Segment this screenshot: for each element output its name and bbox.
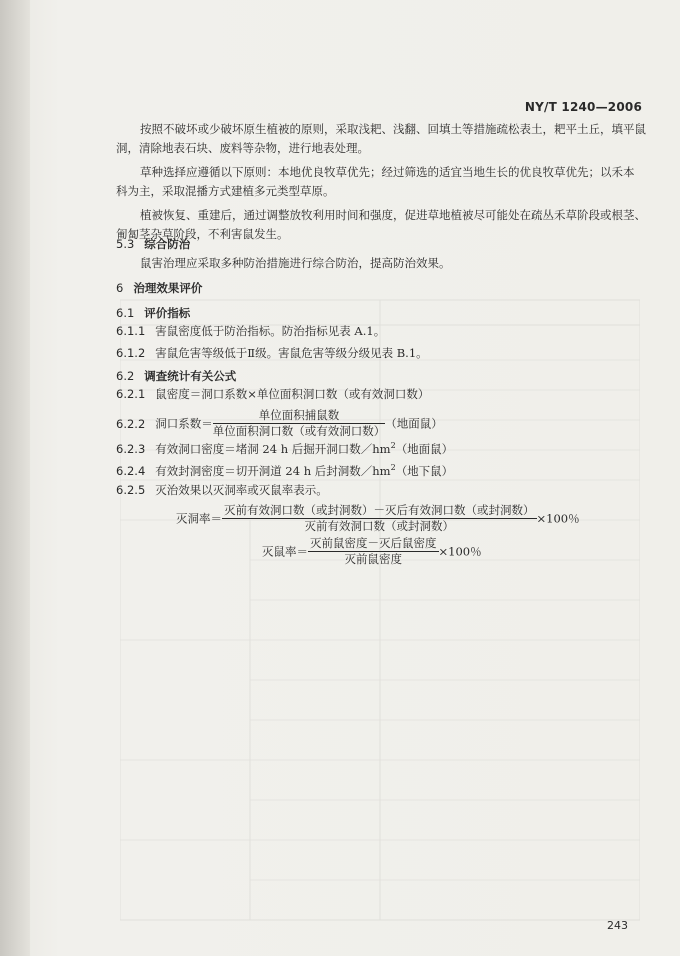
section-6-number: 6 bbox=[116, 281, 124, 295]
item-6-2-1-number: 6.2.1 bbox=[116, 387, 146, 401]
section-6-2-number: 6.2 bbox=[116, 369, 135, 383]
section-6-1-heading bbox=[116, 305, 190, 321]
item-6-1-2-number: 6.1.2 bbox=[116, 346, 146, 360]
section-6-2-title: 调查统计有关公式 bbox=[144, 369, 237, 383]
item-6-1-1-text: 害鼠密度低于防治指标。防治指标见表 A.1。 bbox=[155, 324, 386, 338]
item-6-2-1 bbox=[116, 385, 429, 403]
item-6-1-1 bbox=[116, 322, 385, 340]
section-6-1-title: 评价指标 bbox=[144, 306, 191, 320]
formula-rat-numerator: 灭前鼠密度－灭后鼠密度 bbox=[310, 536, 437, 550]
item-6-2-5-text: 灭治效果以灭洞率或灭鼠率表示。 bbox=[155, 483, 328, 497]
paragraph-3-line-1: 植被恢复、重建后，通过调整放牧利用时间和强度，促进草地植被尽可能处在疏丛禾草阶段或根茎、 bbox=[140, 208, 646, 222]
paragraph-1-line-2: 洞，清除地表石块、废料等杂物，进行地表处理。 bbox=[116, 141, 369, 155]
item-6-2-2-numerator: 单位面积捕鼠数 bbox=[213, 408, 386, 424]
section-6-title: 治理效果评价 bbox=[133, 281, 203, 295]
item-6-2-5 bbox=[116, 481, 328, 499]
item-6-2-1-text: 鼠密度＝洞口系数×单位面积洞口数（或有效洞口数） bbox=[155, 387, 430, 401]
item-6-2-5-number: 6.2.5 bbox=[116, 483, 146, 497]
formula-hole-kill-rate bbox=[176, 503, 580, 534]
item-6-2-4-text: 有效封洞密度＝切开洞道 24 h 后封洞数／hm bbox=[155, 463, 391, 478]
item-6-2-2-denominator: 单位面积洞口数（或有效洞口数） bbox=[212, 424, 386, 438]
formula-hole-lhs: 灭洞率＝ bbox=[176, 511, 222, 526]
item-6-2-4 bbox=[116, 459, 453, 480]
item-6-2-2-note: （地面鼠） bbox=[385, 416, 443, 431]
item-6-2-2 bbox=[116, 408, 443, 439]
section-5-3-title: 综合防治 bbox=[144, 237, 191, 251]
page-number: 243 bbox=[607, 919, 628, 932]
item-6-2-4-number: 6.2.4 bbox=[116, 463, 146, 478]
item-6-1-2-text: 害鼠危害等级低于Ⅱ级。害鼠危害等级分级见表 B.1。 bbox=[155, 346, 428, 360]
item-6-2-3-superscript: 2 bbox=[390, 441, 396, 450]
formula-hole-numerator: 灭前有效洞口数（或封洞数）－灭后有效洞口数（或封洞数） bbox=[224, 503, 535, 517]
item-6-2-3-text: 有效洞口密度＝堵洞 24 h 后掘开洞口数／hm bbox=[155, 441, 391, 456]
formula-hole-denominator: 灭前有效洞口数（或封洞数） bbox=[304, 519, 454, 533]
section-5-3-text: 鼠害治理应采取多种防治措施进行综合防治，提高防治效果。 bbox=[140, 256, 451, 270]
formula-rat-fraction bbox=[308, 536, 439, 567]
item-6-2-3-number: 6.2.3 bbox=[116, 441, 146, 456]
item-6-2-4-tail: （地下鼠） bbox=[395, 463, 454, 478]
paragraph-1-line-1: 按照不破坏或少破坏原生植被的原则，采取浅耙、浅翻、回填土等措施疏松表土，耙平土丘，填平鼠 bbox=[140, 122, 646, 136]
page-binding-shadow bbox=[0, 0, 30, 956]
item-6-2-3 bbox=[116, 437, 453, 458]
formula-rat-denominator: 灭前鼠密度 bbox=[344, 552, 402, 566]
formula-rat-kill-rate bbox=[262, 536, 482, 567]
item-6-1-1-number: 6.1.1 bbox=[116, 324, 146, 338]
formula-rat-rhs: ×100％ bbox=[438, 544, 482, 559]
paragraph-3-line-2: 匍匐茎杂草阶段，不利害鼠发生。 bbox=[116, 227, 289, 241]
item-6-2-3-tail: （地面鼠） bbox=[395, 441, 454, 456]
item-6-2-2-lhs: 洞口系数＝ bbox=[155, 416, 213, 431]
section-6-1-number: 6.1 bbox=[116, 306, 135, 320]
item-6-2-4-superscript: 2 bbox=[390, 463, 396, 472]
paragraph-2-line-2: 科为主，采取混播方式建植多元类型草原。 bbox=[116, 184, 335, 198]
item-6-1-2 bbox=[116, 344, 428, 362]
formula-rat-lhs: 灭鼠率＝ bbox=[262, 544, 308, 559]
item-6-2-2-fraction bbox=[213, 408, 386, 439]
formula-hole-rhs: ×100％ bbox=[536, 511, 580, 526]
section-5-3-number: 5.3 bbox=[116, 237, 135, 251]
standard-number: NY/T 1240—2006 bbox=[524, 100, 642, 114]
section-6-2-heading bbox=[116, 368, 236, 384]
formula-hole-fraction bbox=[222, 503, 537, 534]
section-5-3-heading bbox=[116, 236, 190, 252]
item-6-2-2-number: 6.2.2 bbox=[116, 416, 146, 431]
paragraph-2-line-1: 草种选择应遵循以下原则：本地优良牧草优先；经过筛选的适宜当地生长的优良牧草优先；以禾本 bbox=[140, 165, 635, 179]
section-6-heading bbox=[116, 280, 202, 296]
